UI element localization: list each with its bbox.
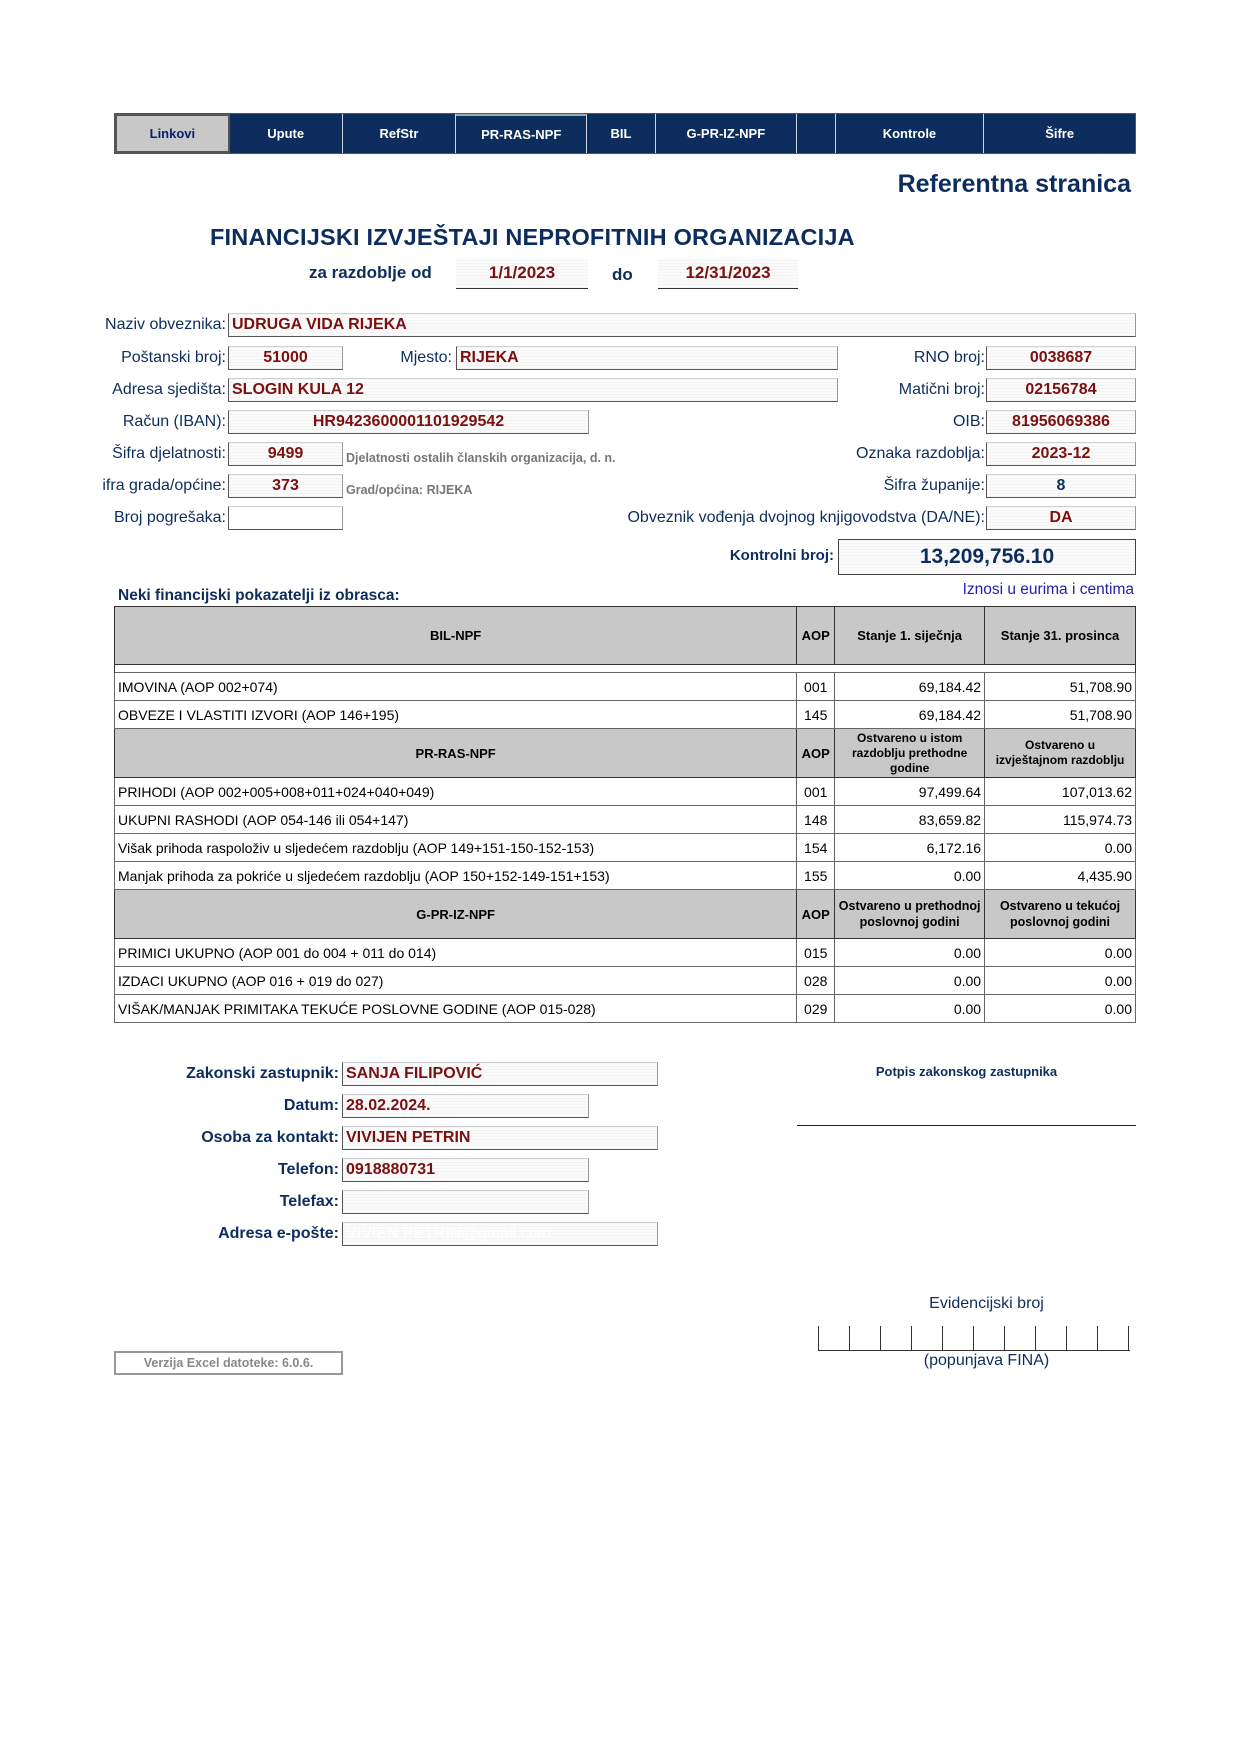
col2-header: Ostvareno u izvještajnom razdoblju: [985, 729, 1136, 778]
oznaka-field[interactable]: 2023-12: [986, 442, 1136, 466]
row-label: Manjak prihoda za pokriće u sljedećem razdoblju (AOP 150+152-149-151+153): [115, 862, 797, 890]
pogreske-field[interactable]: [228, 506, 343, 530]
section-header-pr-ras: PR-RAS-NPF: [115, 729, 797, 778]
row-aop: 155: [797, 862, 835, 890]
row-value-2: 51,708.90: [985, 673, 1136, 701]
email-label: Adresa e-pošte:: [218, 1225, 339, 1242]
row-value-2: 0.00: [985, 834, 1136, 862]
tab-linkovi[interactable]: Linkovi: [115, 114, 230, 153]
datum-label: Datum:: [283, 1097, 339, 1114]
version-label: Verzija Excel datoteke: 6.0.6.: [114, 1351, 343, 1375]
rno-field[interactable]: 0038687: [986, 346, 1136, 370]
indicators-table: [114, 606, 1136, 1023]
table-row: [115, 673, 1136, 701]
zupanija-field[interactable]: 8: [986, 474, 1136, 498]
tab-pr-ras-npf[interactable]: PR-RAS-NPF: [456, 114, 587, 153]
spacer: [115, 665, 1136, 673]
row-label: IZDACI UKUPNO (AOP 016 + 019 do 027): [115, 967, 797, 995]
tab-kontrole[interactable]: Kontrole: [836, 114, 985, 153]
tick: [880, 1326, 881, 1350]
row-label: OBVEZE I VLASTITI IZVORI (AOP 146+195): [115, 701, 797, 729]
col2-header: Stanje 31. prosinca: [985, 607, 1136, 665]
page-heading: Referentna stranica: [897, 170, 1131, 198]
rno-label: RNO broj:: [913, 349, 985, 366]
djelatnost-desc: Djelatnosti ostalih članskih organizacija, d. n.: [346, 451, 616, 465]
col1-header: Ostvareno u prethodnoj poslovnoj godini: [835, 890, 985, 939]
postanski-label: Poštanski broj:: [121, 349, 226, 366]
evidencijski-label: Evidencijski broj: [929, 1295, 1044, 1312]
currency-note: Iznosi u eurima i centima: [962, 581, 1134, 598]
row-value-2: 0.00: [985, 967, 1136, 995]
tick: [849, 1326, 850, 1350]
row-aop: 145: [797, 701, 835, 729]
racun-field[interactable]: HR9423600001101929542: [228, 410, 589, 434]
grad-label: ifra grada/općine:: [102, 477, 226, 494]
table-row: [115, 834, 1136, 862]
row-value-1: 97,499.64: [835, 778, 985, 806]
row-value-2: 4,435.90: [985, 862, 1136, 890]
fina-note: (popunjava FINA): [923, 1352, 1050, 1369]
adresa-field[interactable]: SLOGIN KULA 12: [228, 378, 838, 402]
section-header-bil: BIL-NPF: [115, 607, 797, 665]
row-value-2: 115,974.73: [985, 806, 1136, 834]
nav-tabs: [114, 113, 1136, 154]
row-value-1: 0.00: [835, 995, 985, 1023]
table-row: [115, 967, 1136, 995]
section-header-g-pr-iz: G-PR-IZ-NPF: [115, 890, 797, 939]
oznaka-label: Oznaka razdoblja:: [856, 445, 985, 462]
mjesto-label: Mjesto:: [400, 349, 452, 366]
naziv-field[interactable]: UDRUGA VIDA RIJEKA: [228, 313, 1136, 337]
tick: [911, 1326, 912, 1350]
zupanija-label: Šifra županije:: [883, 477, 985, 494]
dvojno-field[interactable]: DA: [986, 506, 1136, 530]
row-value-1: 69,184.42: [835, 701, 985, 729]
row-value-2: 107,013.62: [985, 778, 1136, 806]
row-label: UKUPNI RASHODI (AOP 054-146 ili 054+147): [115, 806, 797, 834]
osoba-label: Osoba za kontakt:: [201, 1129, 339, 1146]
oib-field[interactable]: 81956069386: [986, 410, 1136, 434]
djelatnost-label: Šifra djelatnosti:: [112, 445, 226, 462]
col1-header: Stanje 1. siječnja: [835, 607, 985, 665]
djelatnost-field[interactable]: 9499: [228, 442, 343, 466]
row-aop: 001: [797, 778, 835, 806]
telefon-field[interactable]: 0918880731: [342, 1158, 589, 1182]
racun-label: Račun (IBAN):: [122, 413, 226, 430]
report-title: FINANCIJSKI IZVJEŠTAJI NEPROFITNIH ORGANIZACIJA: [210, 224, 855, 250]
table-row: [115, 778, 1136, 806]
tab-refstr[interactable]: RefStr: [343, 114, 457, 153]
row-aop: 029: [797, 995, 835, 1023]
postanski-field[interactable]: 51000: [228, 346, 343, 370]
row-value-1: 6,172.16: [835, 834, 985, 862]
period-from-field[interactable]: 1/1/2023: [456, 258, 588, 289]
pogreske-label: Broj pogrešaka:: [113, 509, 226, 526]
row-aop: 001: [797, 673, 835, 701]
tick: [1035, 1326, 1036, 1350]
period-to-field[interactable]: 12/31/2023: [658, 258, 798, 289]
telefax-label: Telefax:: [279, 1193, 339, 1210]
indicators-title: Neki financijski pokazatelji iz obrasca:: [118, 587, 400, 604]
tab-empty[interactable]: [797, 114, 836, 153]
maticni-label: Matični broj:: [898, 381, 985, 398]
row-aop: 154: [797, 834, 835, 862]
datum-field[interactable]: 28.02.2024.: [342, 1094, 589, 1118]
signature-line: [797, 1125, 1136, 1126]
row-value-2: 0.00: [985, 939, 1136, 967]
aop-header: AOP: [797, 607, 835, 665]
osoba-field[interactable]: VIVIJEN PETRIN: [342, 1126, 658, 1150]
tick: [1128, 1326, 1129, 1350]
row-label: IMOVINA (AOP 002+074): [115, 673, 797, 701]
mjesto-field[interactable]: RIJEKA: [456, 346, 838, 370]
period-to-label: do: [612, 265, 633, 284]
grad-desc: Grad/općina: RIJEKA: [346, 483, 473, 497]
tab-upute[interactable]: Upute: [230, 114, 343, 153]
row-label: Višak prihoda raspoloživ u sljedećem razdoblju (AOP 149+151-150-152-153): [115, 834, 797, 862]
grad-field[interactable]: 373: [228, 474, 343, 498]
col2-header: Ostvareno u tekućoj poslovnoj godini: [985, 890, 1136, 939]
col1-header: Ostvareno u istom razdoblju prethodne godine: [835, 729, 985, 778]
row-aop: 015: [797, 939, 835, 967]
row-value-1: 0.00: [835, 967, 985, 995]
row-aop: 148: [797, 806, 835, 834]
table-row: [115, 701, 1136, 729]
zastupnik-label: Zakonski zastupnik:: [186, 1065, 339, 1082]
zastupnik-field[interactable]: SANJA FILIPOVIĆ: [342, 1062, 658, 1086]
table-row: [115, 806, 1136, 834]
aop-header: AOP: [797, 729, 835, 778]
kontrolni-label: Kontrolni broj:: [729, 547, 834, 564]
row-value-1: 0.00: [835, 862, 985, 890]
tick: [1066, 1326, 1067, 1350]
email-field[interactable]: VIVIEN.PETRIN@gmail.com: [342, 1222, 658, 1246]
dvojno-label: Obveznik vođenja dvojnog knjigovodstva (DA/NE):: [627, 509, 985, 526]
naziv-label: Naziv obveznika:: [105, 316, 226, 333]
row-value-1: 69,184.42: [835, 673, 985, 701]
table-row: [115, 862, 1136, 890]
table-row: [115, 995, 1136, 1023]
potpis-label: Potpis zakonskog zastupnika: [875, 1064, 1058, 1079]
tab-sifre[interactable]: Šifre: [984, 114, 1135, 153]
tick: [1097, 1326, 1098, 1350]
row-label: PRIHODI (AOP 002+005+008+011+024+040+049): [115, 778, 797, 806]
telefon-label: Telefon:: [277, 1161, 339, 1178]
row-value-2: 51,708.90: [985, 701, 1136, 729]
oib-label: OIB:: [952, 413, 985, 430]
tab-bil[interactable]: BIL: [587, 114, 656, 153]
row-value-1: 83,659.82: [835, 806, 985, 834]
period-label: za razdoblje od: [309, 263, 432, 282]
kontrolni-field: 13,209,756.10: [838, 539, 1136, 575]
row-aop: 028: [797, 967, 835, 995]
tick: [1004, 1326, 1005, 1350]
tab-g-pr-iz-npf[interactable]: G-PR-IZ-NPF: [656, 114, 797, 153]
table-row: [115, 939, 1136, 967]
evidencijski-field[interactable]: [818, 1326, 1130, 1351]
row-value-1: 0.00: [835, 939, 985, 967]
adresa-label: Adresa sjedišta:: [112, 381, 226, 398]
row-label: PRIMICI UKUPNO (AOP 001 do 004 + 011 do 014): [115, 939, 797, 967]
tick: [942, 1326, 943, 1350]
tick: [973, 1326, 974, 1350]
telefax-field[interactable]: [342, 1190, 589, 1214]
aop-header: AOP: [797, 890, 835, 939]
row-value-2: 0.00: [985, 995, 1136, 1023]
row-label: VIŠAK/MANJAK PRIMITAKA TEKUĆE POSLOVNE GODINE (AOP 015-028): [115, 995, 797, 1023]
tick: [818, 1326, 819, 1350]
maticni-field[interactable]: 02156784: [986, 378, 1136, 402]
